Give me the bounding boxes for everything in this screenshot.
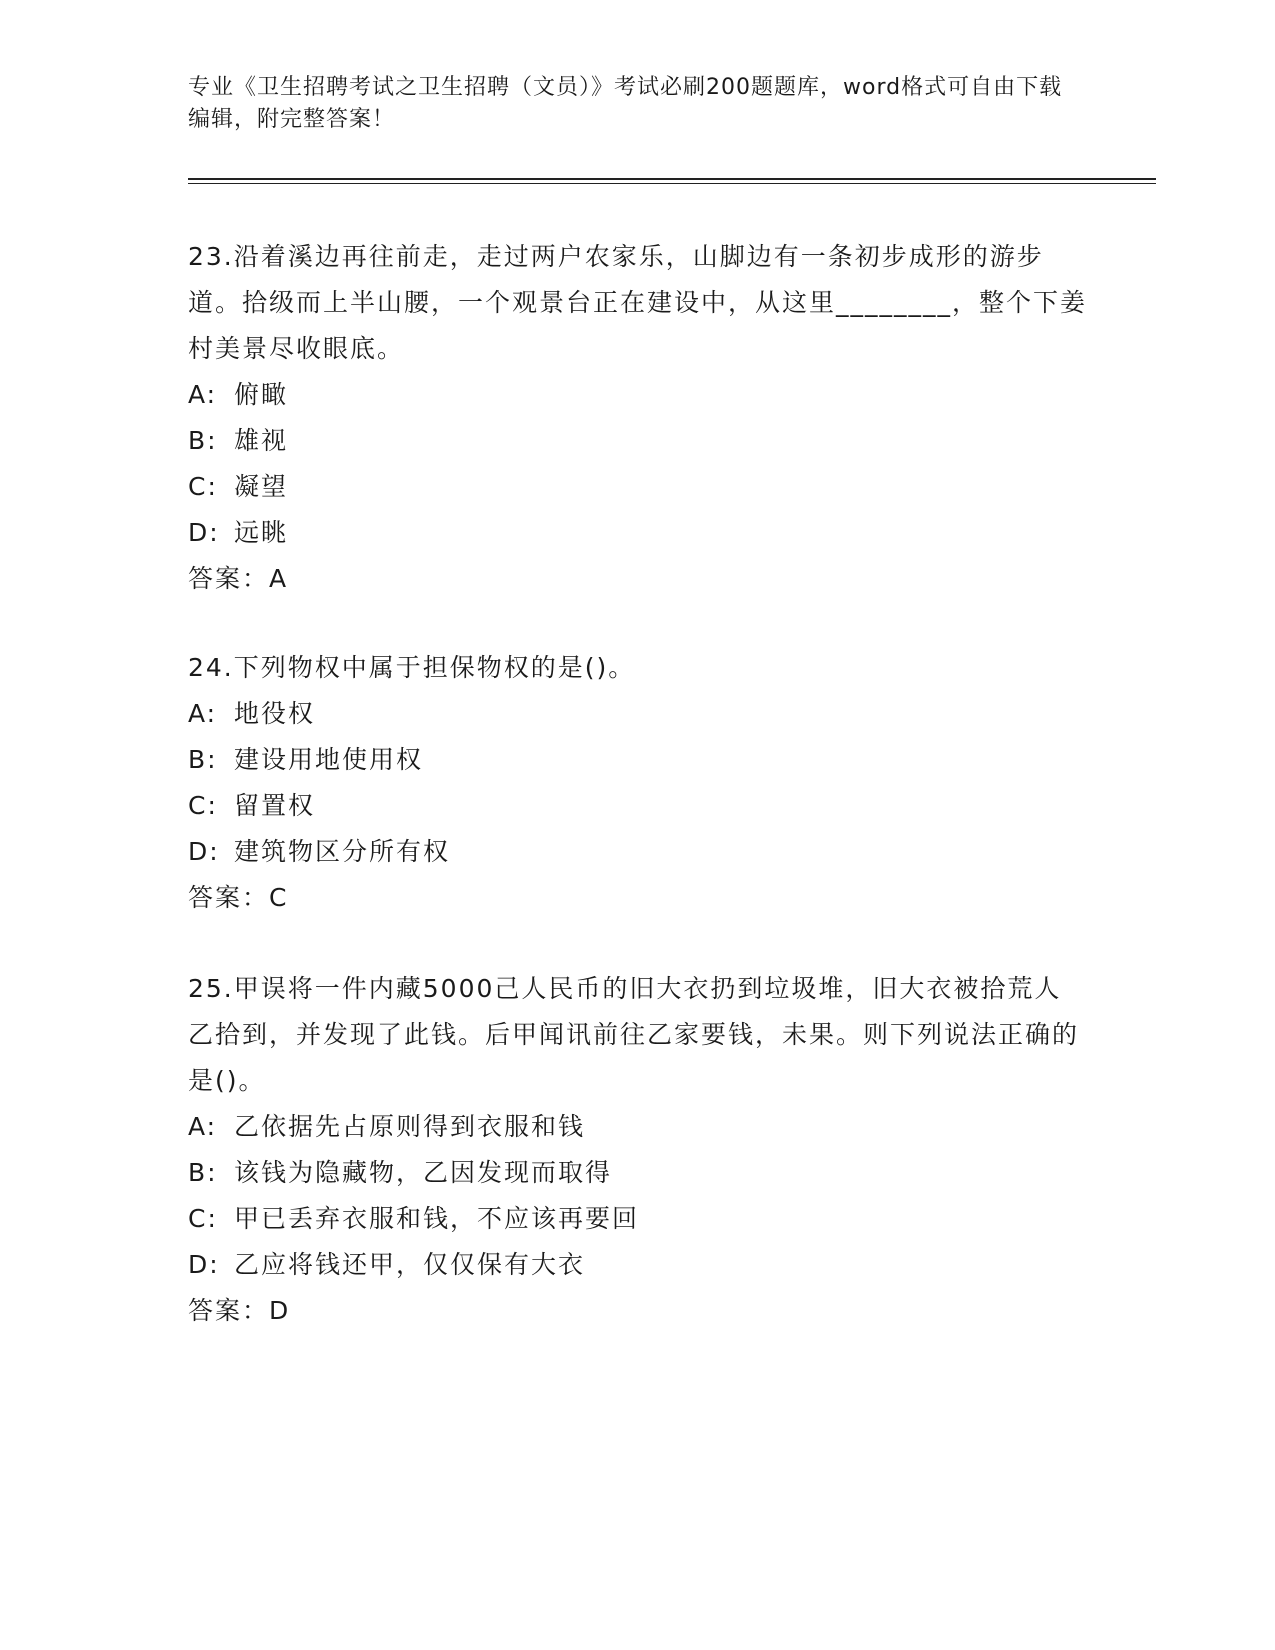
option-text: 雄视 xyxy=(234,426,289,455)
question-23 xyxy=(188,234,1088,602)
answer-line: 答案：D xyxy=(188,1296,291,1325)
option-d xyxy=(188,1242,1088,1288)
question-stem: 25.甲误将一件内藏5000己人民币的旧大衣扔到垃圾堆，旧大衣被拾荒人乙拾到，并发现了此钱。后甲闻讯前往乙家要钱，未果。则下列说法正确的是()。 xyxy=(188,974,1080,1095)
option-key: C: xyxy=(188,472,218,501)
option-d xyxy=(188,829,1088,875)
option-a xyxy=(188,372,1088,418)
option-text: 凝望 xyxy=(234,472,289,501)
option-text: 建设用地使用权 xyxy=(234,745,424,774)
option-b xyxy=(188,1150,1088,1196)
option-text: 乙依据先占原则得到衣服和钱 xyxy=(234,1112,586,1141)
option-text: 俯瞰 xyxy=(234,380,289,409)
option-key: C: xyxy=(188,791,218,820)
option-c xyxy=(188,783,1088,829)
option-c xyxy=(188,464,1088,510)
question-24 xyxy=(188,645,1088,921)
option-text: 甲已丢弃衣服和钱，不应该再要回 xyxy=(234,1204,640,1233)
divider-thin-line xyxy=(188,183,1156,184)
option-b xyxy=(188,737,1088,783)
option-key: A: xyxy=(188,1112,218,1141)
option-key: A: xyxy=(188,699,218,728)
option-key: B: xyxy=(188,1158,218,1187)
option-a xyxy=(188,1104,1088,1150)
answer-line: 答案：A xyxy=(188,564,289,593)
option-key: D: xyxy=(188,518,220,547)
option-key: C: xyxy=(188,1204,218,1233)
option-text: 地役权 xyxy=(234,699,316,728)
option-text: 建筑物区分所有权 xyxy=(234,837,451,866)
option-key: A: xyxy=(188,380,218,409)
option-key: B: xyxy=(188,426,218,455)
option-a xyxy=(188,691,1088,737)
option-key: B: xyxy=(188,745,218,774)
option-c xyxy=(188,1196,1088,1242)
option-text: 该钱为隐藏物，乙因发现而取得 xyxy=(234,1158,613,1187)
option-key: D: xyxy=(188,1250,220,1279)
option-b xyxy=(188,418,1088,464)
option-key: D: xyxy=(188,837,220,866)
question-stem: 23.沿着溪边再往前走，走过两户农家乐，山脚边有一条初步成形的游步道。拾级而上半山腰，一个观景台正在建设中，从这里________，整个下姜村美景尽收眼底。 xyxy=(188,242,1088,363)
option-text: 留置权 xyxy=(234,791,316,820)
header-divider xyxy=(188,178,1156,184)
question-stem: 24.下列物权中属于担保物权的是()。 xyxy=(188,653,636,682)
option-d xyxy=(188,510,1088,556)
option-text: 远眺 xyxy=(234,518,289,547)
document-header: 专业《卫生招聘考试之卫生招聘（文员）》考试必刷200题题库，word格式可自由下载编辑，附完整答案！ xyxy=(188,75,1063,132)
question-25 xyxy=(188,966,1088,1334)
divider-thick-line xyxy=(188,178,1156,180)
option-text: 乙应将钱还甲，仅仅保有大衣 xyxy=(234,1250,586,1279)
answer-line: 答案：C xyxy=(188,883,289,912)
